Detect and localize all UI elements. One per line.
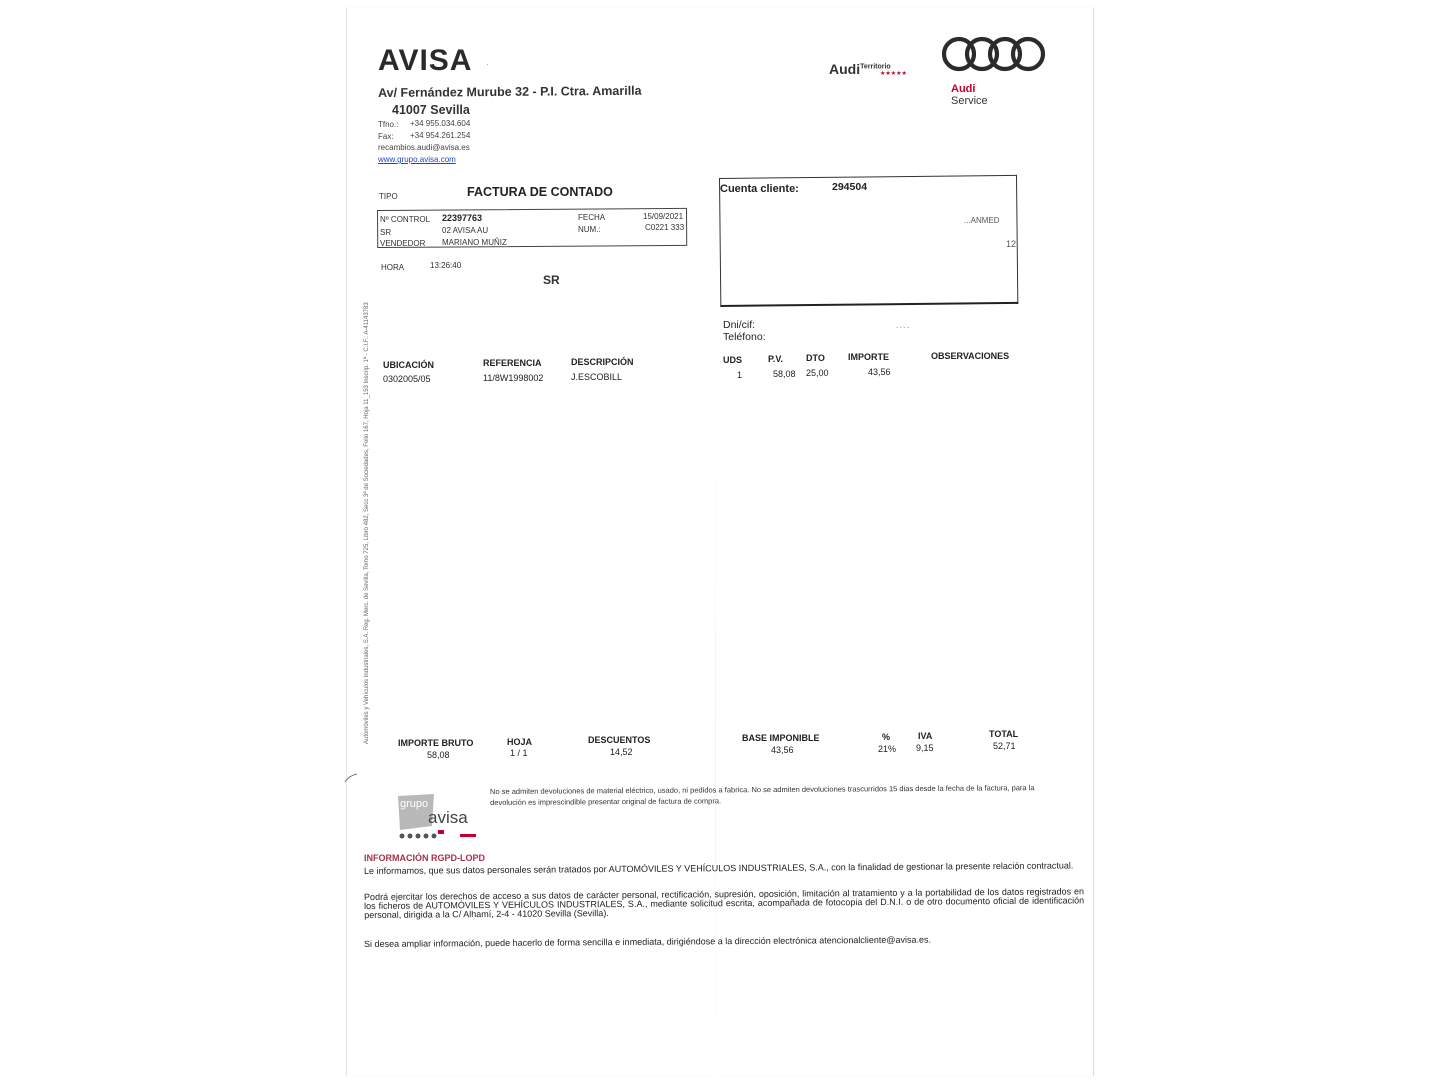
importe-bruto-label: IMPORTE BRUTO [398,738,474,748]
service-word: Service [951,95,988,107]
dni-label: Dni/cif: [723,319,756,331]
pct-value: 21% [878,744,897,754]
base-label: BASE IMPONIBLE [742,733,820,743]
row-uds: 1 [737,370,743,380]
phone-value: +34 955.034.604 [410,119,471,128]
fold-line [715,420,716,1080]
tipo-label: TIPO [379,192,398,201]
row-ubicacion: 0302005/05 [383,374,431,384]
row-dto: 25,00 [806,368,829,378]
col-referencia: REFERENCIA [483,358,542,368]
col-importe: IMPORTE [848,352,890,362]
client-name-fragment: ...ANMED [964,216,1000,225]
audi-service-word: Audi [951,83,976,95]
rgpd-title: INFORMACIÓN RGPD-LOPD [364,853,485,863]
row-descripcion: J.ESCOBILL [571,372,623,382]
invoice-title: FACTURA DE CONTADO [467,185,613,199]
audi-service-logo [951,83,988,107]
iva-value: 9,15 [916,743,934,753]
vendedor-value: MARIANO MUÑIZ [442,238,507,247]
vendedor-label: VENDEDOR [380,239,426,248]
company-email[interactable]: recambios.audi@avisa.es [378,143,470,152]
hora-label: HORA [381,263,405,272]
company-address: Av/ Fernández Murube 32 - P.I. Ctra. Amarilla [378,83,642,100]
grupo-word: grupo [400,798,429,810]
sr-heading: SR [543,273,560,287]
col-observaciones: OBSERVACIONES [931,351,1010,361]
audi-rings-icon [940,34,1050,79]
sr-label: SR [380,228,392,237]
avisa-word: avisa [428,808,468,827]
rgpd-paragraph-2: Podrá ejercitar los derechos de acceso a sus datos de carácter personal, rectificación, supresión, oposición, limitación al tratamiento y a la portabilidad de los datos registrados en los ficheros de AUTOMÓVILES Y VEHÍCULOS INDUSTRIALES, S.A., mediante solicitud escrita, acompañada de fotocopia del D.N.I. o de otro documento oficial de identificación personal, dirigida a la C/ Alhamí, 2-4 - 41020 Sevilla (Sevilla). [363,886,1085,920]
hora-value: 13:26:40 [430,261,462,270]
fecha-value: 15/09/2021 [643,212,684,221]
cuenta-value: 294504 [832,181,868,193]
audi-word: Audi [829,61,861,77]
registry-sidebar-text: Automóviles y Vehículos Industriales, S.A. Reg. Merc. de Sevilla, Tomo 725, Libro 482, Secc 3ª de Sociedades, Folio 167, Hoja 11_153 Inscrip. 1ª - C.I.F.: A-41143783 [364,302,370,744]
sr-value: 02 AVISA AU [442,226,489,235]
grupo-avisa-logo [394,786,480,842]
row-pv: 58,08 [773,369,796,379]
rgpd-paragraph-1: Le informamos, que sus datos personales serán tratados por AUTOMÓVILES Y VEHÍCULOS INDUSTRIALES, S.A., con la finalidad de gestionar la presente relación contractual. [363,860,1074,876]
rgpd-paragraph-3: Si desea ampliar información, puede hacerlo de forma sencilla e inmediata, dirigiéndose a la dirección electrónica atencionalcliente@avisa.es. [363,934,932,949]
dni-fragment: - - - - [896,325,909,331]
control-label: Nº CONTROL [380,215,431,224]
telefono-label: Teléfono: [723,331,766,343]
stroke-mark [344,770,358,788]
col-descripcion: DESCRIPCIÓN [571,357,634,367]
col-dto: DTO [806,353,825,363]
fax-label: Fax: [378,132,394,141]
iva-label: IVA [918,731,933,741]
company-website-link[interactable]: www.grupo.avisa.com [378,155,456,164]
territorio-word: Territorio [860,63,891,71]
base-value: 43,56 [771,745,794,755]
col-ubicacion: UBICACIÓN [383,360,434,370]
row-importe: 43,56 [868,367,891,377]
descuentos-label: DESCUENTOS [588,735,651,745]
control-value: 22397763 [442,213,483,223]
fax-value: +34 954.261.254 [410,131,471,140]
fecha-label: FECHA [578,213,606,222]
row-referencia: 11/8W1998002 [483,373,544,383]
hoja-label: HOJA [507,737,533,747]
phone-label: Tfno.: [378,120,399,129]
total-label: TOTAL [989,729,1019,739]
company-city: 41007 Sevilla [392,103,470,117]
num-label: NUM.: [578,225,601,234]
col-pv: P.V. [768,354,784,364]
pct-label: % [882,732,891,742]
importe-bruto-value: 58,08 [427,750,450,760]
num-value: C0221 333 [645,223,685,232]
descuentos-value: 14,52 [610,747,633,757]
territorio-stars: ★★★★★ [880,71,907,77]
cuenta-label: Cuenta cliente: [720,183,799,195]
hoja-value: 1 / 1 [510,748,528,758]
total-value: 52,71 [993,741,1016,751]
col-uds: UDS [723,355,743,365]
client-address-fragment: 12 [1006,239,1017,249]
returns-notice: No se admiten devoluciones de material eléctrico, usado, ni pedidos a fabrica. No se admiten devoluciones trascurridos 15 dias desde la fecha de la factura, para la devolución es imprescindible presentar original de factura de compra. [490,783,1035,807]
company-logo-text: AVISA [378,44,473,77]
speck: · [486,60,489,69]
